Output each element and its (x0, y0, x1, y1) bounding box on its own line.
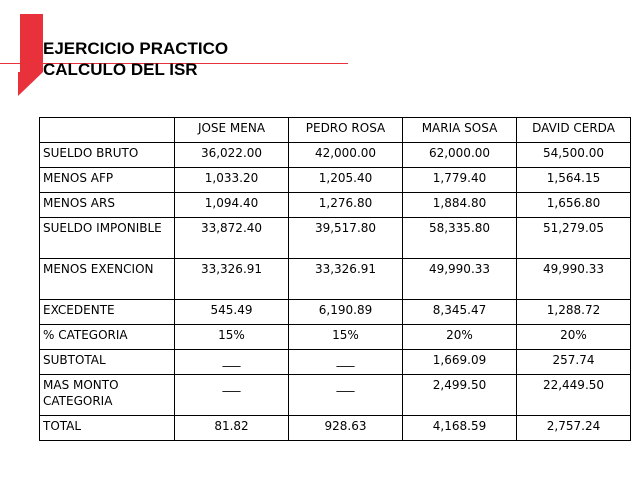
cell: 1,779.40 (403, 168, 517, 193)
header-cell: PEDRO ROSA (289, 118, 403, 143)
row-label: MENOS EXENCION (40, 259, 175, 300)
cell: 2,757.24 (517, 416, 631, 441)
cell: 15% (175, 325, 289, 350)
cell: 1,288.72 (517, 300, 631, 325)
cell: ___ (289, 350, 403, 375)
cell: 20% (403, 325, 517, 350)
row-label: MENOS ARS (40, 193, 175, 218)
cell: ___ (175, 375, 289, 416)
table-row (40, 193, 631, 218)
table-row (40, 300, 631, 325)
cell: 4,168.59 (403, 416, 517, 441)
table-row (40, 259, 631, 300)
row-label: TOTAL (40, 416, 175, 441)
cell: 33,872.40 (175, 218, 289, 259)
cell: 257.74 (517, 350, 631, 375)
cell: 1,276.80 (289, 193, 403, 218)
cell: 42,000.00 (289, 143, 403, 168)
cell: 6,190.89 (289, 300, 403, 325)
title-line-1: EJERCICIO PRACTICO (43, 39, 229, 58)
table-row (40, 416, 631, 441)
cell: 928.63 (289, 416, 403, 441)
row-label: SUELDO BRUTO (40, 143, 175, 168)
cell: 545.49 (175, 300, 289, 325)
cell: 1,205.40 (289, 168, 403, 193)
cell: 49,990.33 (403, 259, 517, 300)
cell: 2,499.50 (403, 375, 517, 416)
header-cell: DAVID CERDA (517, 118, 631, 143)
cell: 33,326.91 (289, 259, 403, 300)
cell: 33,326.91 (175, 259, 289, 300)
table-row (40, 325, 631, 350)
cell: 51,279.05 (517, 218, 631, 259)
table-row (40, 143, 631, 168)
cell: 39,517.80 (289, 218, 403, 259)
cell: 1,656.80 (517, 193, 631, 218)
table-row (40, 375, 631, 416)
row-label: MAS MONTO CATEGORIA (40, 375, 175, 416)
red-accent-bar (0, 14, 43, 109)
cell: 1,094.40 (175, 193, 289, 218)
cell: 36,022.00 (175, 143, 289, 168)
row-label: % CATEGORIA (40, 325, 175, 350)
cell: 1,884.80 (403, 193, 517, 218)
header-cell: MARIA SOSA (403, 118, 517, 143)
cell: ___ (175, 350, 289, 375)
table-header-row (40, 118, 631, 143)
cell: 62,000.00 (403, 143, 517, 168)
accent-triangle (18, 72, 43, 96)
cell: ___ (289, 375, 403, 416)
cell: 8,345.47 (403, 300, 517, 325)
cell: 58,335.80 (403, 218, 517, 259)
table-row (40, 168, 631, 193)
cell: 81.82 (175, 416, 289, 441)
cell: 1,033.20 (175, 168, 289, 193)
title-line-2: CALCULO DEL ISR (43, 60, 198, 79)
table-row (40, 350, 631, 375)
row-label: MENOS AFP (40, 168, 175, 193)
isr-table (39, 117, 631, 441)
table-row (40, 218, 631, 259)
row-label: EXCEDENTE (40, 300, 175, 325)
cell: 1,564.15 (517, 168, 631, 193)
header-cell: JOSE MENA (175, 118, 289, 143)
header-cell-empty (40, 118, 175, 143)
cell: 20% (517, 325, 631, 350)
cell: 49,990.33 (517, 259, 631, 300)
cell: 22,449.50 (517, 375, 631, 416)
cell: 54,500.00 (517, 143, 631, 168)
row-label: SUELDO IMPONIBLE (40, 218, 175, 259)
slide-title (43, 38, 228, 80)
cell: 1,669.09 (403, 350, 517, 375)
cell: 15% (289, 325, 403, 350)
row-label: SUBTOTAL (40, 350, 175, 375)
